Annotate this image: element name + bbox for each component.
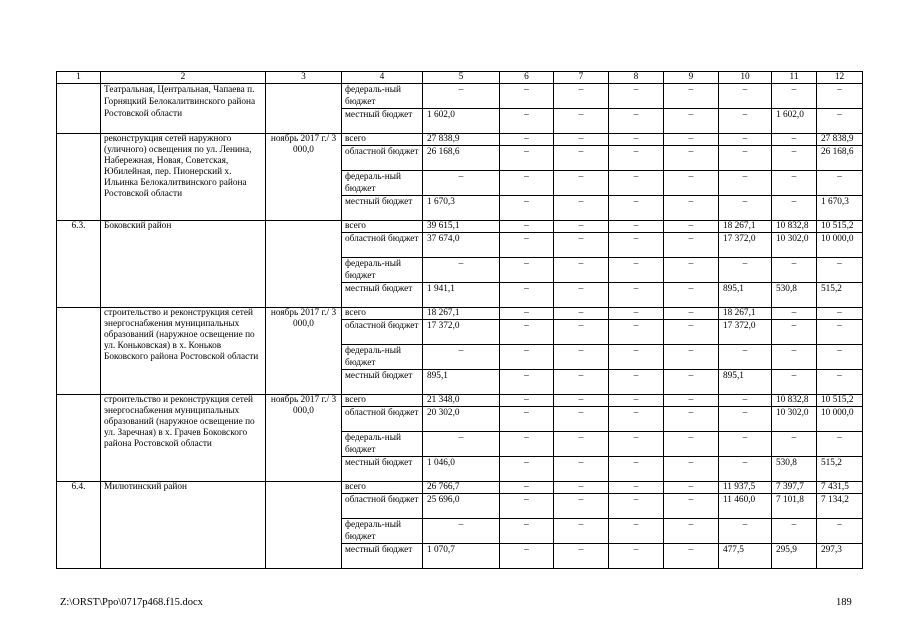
amount-cell: –	[554, 221, 609, 233]
amount-cell: –	[664, 494, 719, 519]
file-path: Z:\ORST\Ppo\0717p468.f15.docx	[60, 597, 203, 608]
amount-cell: 1 670,3	[423, 196, 500, 221]
amount-cell: –	[817, 370, 863, 395]
amount-cell: –	[817, 432, 863, 457]
object-name: реконструкция сетей наружного (уличного) освещения по ул. Ленина, Набережная, Новая, Советская, Юбилейная, пер. Пионерский х. Ильинка Белокалитвинского района Ростовской области	[101, 134, 266, 221]
amount-cell: –	[772, 320, 817, 345]
amount-cell: –	[423, 258, 500, 283]
column-number: 8	[609, 72, 664, 84]
column-number: 4	[342, 72, 423, 84]
column-number: 5	[423, 72, 500, 84]
amount-cell: –	[609, 395, 664, 407]
amount-cell: –	[500, 109, 554, 134]
section-code: 6.4.	[57, 482, 101, 569]
table-row	[57, 134, 863, 146]
amount-cell: –	[500, 258, 554, 283]
amount-cell: –	[500, 345, 554, 370]
amount-cell: –	[664, 519, 719, 544]
amount-cell: 26 168,6	[423, 146, 500, 171]
amount-cell: –	[772, 171, 817, 196]
amount-cell: –	[609, 171, 664, 196]
amount-cell: –	[609, 320, 664, 345]
section-code	[57, 395, 101, 482]
amount-cell: –	[500, 171, 554, 196]
amount-cell: –	[719, 519, 772, 544]
amount-cell: –	[500, 196, 554, 221]
amount-cell: 11 937,5	[719, 482, 772, 494]
amount-cell: –	[719, 457, 772, 482]
amount-cell: 477,5	[719, 544, 772, 569]
column-number: 3	[266, 72, 342, 84]
amount-cell: –	[500, 233, 554, 258]
amount-cell: –	[609, 457, 664, 482]
amount-cell: 530,8	[772, 457, 817, 482]
amount-cell: –	[719, 196, 772, 221]
amount-cell: –	[500, 370, 554, 395]
section-code	[57, 134, 101, 221]
amount-cell: 895,1	[423, 370, 500, 395]
funding-source: федераль-ный бюджет	[342, 432, 423, 457]
funding-source: местный бюджет	[342, 283, 423, 308]
amount-cell: –	[719, 407, 772, 432]
amount-cell: –	[609, 494, 664, 519]
amount-cell: 295,9	[772, 544, 817, 569]
page-number: 189	[836, 597, 852, 608]
amount-cell: –	[664, 283, 719, 308]
amount-cell: –	[772, 134, 817, 146]
column-number: 9	[664, 72, 719, 84]
amount-cell: 21 348,0	[423, 395, 500, 407]
amount-cell: 20 302,0	[423, 407, 500, 432]
object-name: Милютинский район	[101, 482, 266, 569]
amount-cell: –	[772, 519, 817, 544]
funding-source: областной бюджет	[342, 146, 423, 171]
amount-cell: –	[554, 84, 609, 109]
deadline-capacity	[266, 84, 342, 134]
amount-cell: –	[609, 221, 664, 233]
amount-cell: –	[817, 84, 863, 109]
amount-cell: 7 134,2	[817, 494, 863, 519]
amount-cell: 1 670,3	[817, 196, 863, 221]
amount-cell: –	[609, 370, 664, 395]
amount-cell: 895,1	[719, 370, 772, 395]
amount-cell: 7 431,5	[817, 482, 863, 494]
amount-cell: 37 674,0	[423, 233, 500, 258]
funding-source: всего	[342, 221, 423, 233]
amount-cell: –	[719, 171, 772, 196]
funding-source: федераль-ный бюджет	[342, 84, 423, 109]
amount-cell: –	[554, 407, 609, 432]
amount-cell: –	[817, 258, 863, 283]
amount-cell: –	[772, 258, 817, 283]
amount-cell: 17 372,0	[719, 320, 772, 345]
amount-cell: –	[772, 84, 817, 109]
amount-cell: –	[772, 196, 817, 221]
amount-cell: –	[609, 432, 664, 457]
amount-cell: –	[664, 134, 719, 146]
amount-cell: –	[664, 407, 719, 432]
amount-cell: –	[609, 109, 664, 134]
amount-cell: –	[664, 221, 719, 233]
amount-cell: –	[554, 146, 609, 171]
column-number: 11	[772, 72, 817, 84]
amount-cell: –	[772, 345, 817, 370]
amount-cell: –	[554, 233, 609, 258]
amount-cell: –	[423, 519, 500, 544]
deadline-capacity	[266, 482, 342, 569]
amount-cell: –	[817, 345, 863, 370]
column-number: 10	[719, 72, 772, 84]
budget-table	[56, 71, 863, 569]
amount-cell: –	[554, 544, 609, 569]
amount-cell: –	[664, 320, 719, 345]
amount-cell: 10 832,8	[772, 221, 817, 233]
funding-source: всего	[342, 134, 423, 146]
amount-cell: –	[664, 258, 719, 283]
amount-cell: –	[609, 519, 664, 544]
amount-cell: –	[554, 258, 609, 283]
amount-cell: –	[664, 432, 719, 457]
amount-cell: 895,1	[719, 283, 772, 308]
amount-cell: –	[719, 258, 772, 283]
amount-cell: 1 602,0	[772, 109, 817, 134]
amount-cell: 1 070,7	[423, 544, 500, 569]
amount-cell: –	[554, 308, 609, 320]
column-number: 7	[554, 72, 609, 84]
amount-cell: –	[817, 519, 863, 544]
funding-source: областной бюджет	[342, 320, 423, 345]
amount-cell: –	[719, 395, 772, 407]
amount-cell: –	[664, 84, 719, 109]
amount-cell: –	[817, 320, 863, 345]
amount-cell: 7 101,8	[772, 494, 817, 519]
amount-cell: –	[554, 171, 609, 196]
funding-source: областной бюджет	[342, 233, 423, 258]
funding-source: всего	[342, 482, 423, 494]
amount-cell: –	[719, 345, 772, 370]
section-code: 6.3.	[57, 221, 101, 308]
amount-cell: 18 267,1	[423, 308, 500, 320]
amount-cell: –	[664, 196, 719, 221]
amount-cell: –	[719, 134, 772, 146]
amount-cell: –	[719, 109, 772, 134]
amount-cell: –	[423, 171, 500, 196]
amount-cell: –	[554, 519, 609, 544]
amount-cell: 18 267,1	[719, 308, 772, 320]
amount-cell: –	[609, 84, 664, 109]
amount-cell: 27 838,9	[423, 134, 500, 146]
funding-source: местный бюджет	[342, 196, 423, 221]
amount-cell: 1 941,1	[423, 283, 500, 308]
amount-cell: 10 515,2	[817, 221, 863, 233]
object-name: строительство и реконструкция сетей энергоснабжения муниципальных образований (наружное освещение по ул. Коньковская) в х. Коньков Боковского района Ростовской области	[101, 308, 266, 395]
amount-cell: 297,3	[817, 544, 863, 569]
amount-cell: –	[554, 494, 609, 519]
amount-cell: –	[500, 395, 554, 407]
amount-cell: 11 460,0	[719, 494, 772, 519]
amount-cell: –	[554, 196, 609, 221]
amount-cell: 10 302,0	[772, 233, 817, 258]
column-number: 2	[101, 72, 266, 84]
amount-cell: –	[772, 146, 817, 171]
amount-cell: –	[423, 345, 500, 370]
amount-cell: –	[719, 432, 772, 457]
amount-cell: 39 615,1	[423, 221, 500, 233]
amount-cell: –	[664, 345, 719, 370]
amount-cell: –	[500, 544, 554, 569]
amount-cell: –	[554, 457, 609, 482]
amount-cell: 10 000,0	[817, 407, 863, 432]
amount-cell: 515,2	[817, 283, 863, 308]
amount-cell: –	[554, 370, 609, 395]
amount-cell: –	[609, 544, 664, 569]
funding-source: областной бюджет	[342, 407, 423, 432]
amount-cell: –	[554, 320, 609, 345]
amount-cell: –	[554, 395, 609, 407]
amount-cell: –	[500, 482, 554, 494]
amount-cell: –	[772, 432, 817, 457]
amount-cell: –	[554, 482, 609, 494]
amount-cell: –	[609, 308, 664, 320]
column-number: 12	[817, 72, 863, 84]
deadline-capacity: ноябрь 2017 г./ 3 000,0	[266, 308, 342, 395]
amount-cell: –	[817, 308, 863, 320]
amount-cell: –	[609, 258, 664, 283]
amount-cell: –	[554, 109, 609, 134]
amount-cell: –	[500, 84, 554, 109]
amount-cell: –	[500, 494, 554, 519]
amount-cell: –	[664, 482, 719, 494]
amount-cell: –	[500, 407, 554, 432]
funding-source: местный бюджет	[342, 109, 423, 134]
amount-cell: 26 766,7	[423, 482, 500, 494]
amount-cell: 10 302,0	[772, 407, 817, 432]
funding-source: местный бюджет	[342, 544, 423, 569]
amount-cell: –	[664, 308, 719, 320]
section-code	[57, 84, 101, 134]
amount-cell: –	[609, 345, 664, 370]
amount-cell: –	[664, 544, 719, 569]
amount-cell: 25 696,0	[423, 494, 500, 519]
amount-cell: –	[500, 283, 554, 308]
funding-source: областной бюджет	[342, 494, 423, 519]
amount-cell: 10 832,8	[772, 395, 817, 407]
amount-cell: 10 000,0	[817, 233, 863, 258]
amount-cell: –	[500, 457, 554, 482]
amount-cell: –	[609, 283, 664, 308]
funding-source: федераль-ный бюджет	[342, 258, 423, 283]
object-name: Боковский район	[101, 221, 266, 308]
amount-cell: –	[500, 134, 554, 146]
amount-cell: –	[609, 407, 664, 432]
amount-cell: –	[664, 457, 719, 482]
amount-cell: –	[554, 345, 609, 370]
amount-cell: –	[423, 84, 500, 109]
amount-cell: –	[772, 370, 817, 395]
amount-cell: –	[500, 320, 554, 345]
amount-cell: –	[817, 171, 863, 196]
amount-cell: –	[664, 370, 719, 395]
amount-cell: –	[554, 283, 609, 308]
funding-source: федераль-ный бюджет	[342, 519, 423, 544]
table-row	[57, 221, 863, 233]
table-row	[57, 482, 863, 494]
amount-cell: 10 515,2	[817, 395, 863, 407]
amount-cell: –	[817, 109, 863, 134]
amount-cell: –	[609, 146, 664, 171]
amount-cell: –	[554, 432, 609, 457]
table-row	[57, 395, 863, 407]
header-row	[57, 72, 863, 84]
amount-cell: –	[664, 171, 719, 196]
amount-cell: –	[664, 395, 719, 407]
funding-source: всего	[342, 395, 423, 407]
deadline-capacity	[266, 221, 342, 308]
amount-cell: –	[609, 134, 664, 146]
amount-cell: –	[772, 308, 817, 320]
table-row	[57, 308, 863, 320]
amount-cell: –	[609, 196, 664, 221]
amount-cell: 18 267,1	[719, 221, 772, 233]
funding-source: местный бюджет	[342, 457, 423, 482]
amount-cell: –	[554, 134, 609, 146]
amount-cell: –	[664, 146, 719, 171]
column-number: 1	[57, 72, 101, 84]
amount-cell: 7 397,7	[772, 482, 817, 494]
amount-cell: –	[500, 221, 554, 233]
deadline-capacity: ноябрь 2017 г./ 3 000,0	[266, 395, 342, 482]
funding-source: федераль-ный бюджет	[342, 171, 423, 196]
amount-cell: –	[719, 84, 772, 109]
amount-cell: 26 168,6	[817, 146, 863, 171]
column-number: 6	[500, 72, 554, 84]
funding-source: местный бюджет	[342, 370, 423, 395]
amount-cell: –	[664, 109, 719, 134]
amount-cell: 530,8	[772, 283, 817, 308]
amount-cell: –	[719, 146, 772, 171]
deadline-capacity: ноябрь 2017 г./ 3 000,0	[266, 134, 342, 221]
section-code	[57, 308, 101, 395]
funding-source: всего	[342, 308, 423, 320]
amount-cell: –	[423, 432, 500, 457]
amount-cell: –	[609, 482, 664, 494]
amount-cell: 515,2	[817, 457, 863, 482]
table-row	[57, 84, 863, 109]
amount-cell: –	[609, 233, 664, 258]
amount-cell: –	[500, 146, 554, 171]
object-name: Театральная, Центральная, Чапаева п. Горняцкий Белокалитвинского района Ростовской области	[101, 84, 266, 134]
object-name: строительство и реконструкция сетей энергоснабжения муниципальных образований (наружное освещение по ул. Заречная) в х. Грачев Боковского района Ростовской области	[101, 395, 266, 482]
amount-cell: 27 838,9	[817, 134, 863, 146]
amount-cell: 1 602,0	[423, 109, 500, 134]
amount-cell: 1 046,0	[423, 457, 500, 482]
amount-cell: –	[500, 308, 554, 320]
amount-cell: 17 372,0	[719, 233, 772, 258]
amount-cell: –	[500, 432, 554, 457]
amount-cell: –	[664, 233, 719, 258]
funding-source: федераль-ный бюджет	[342, 345, 423, 370]
amount-cell: 17 372,0	[423, 320, 500, 345]
amount-cell: –	[500, 519, 554, 544]
